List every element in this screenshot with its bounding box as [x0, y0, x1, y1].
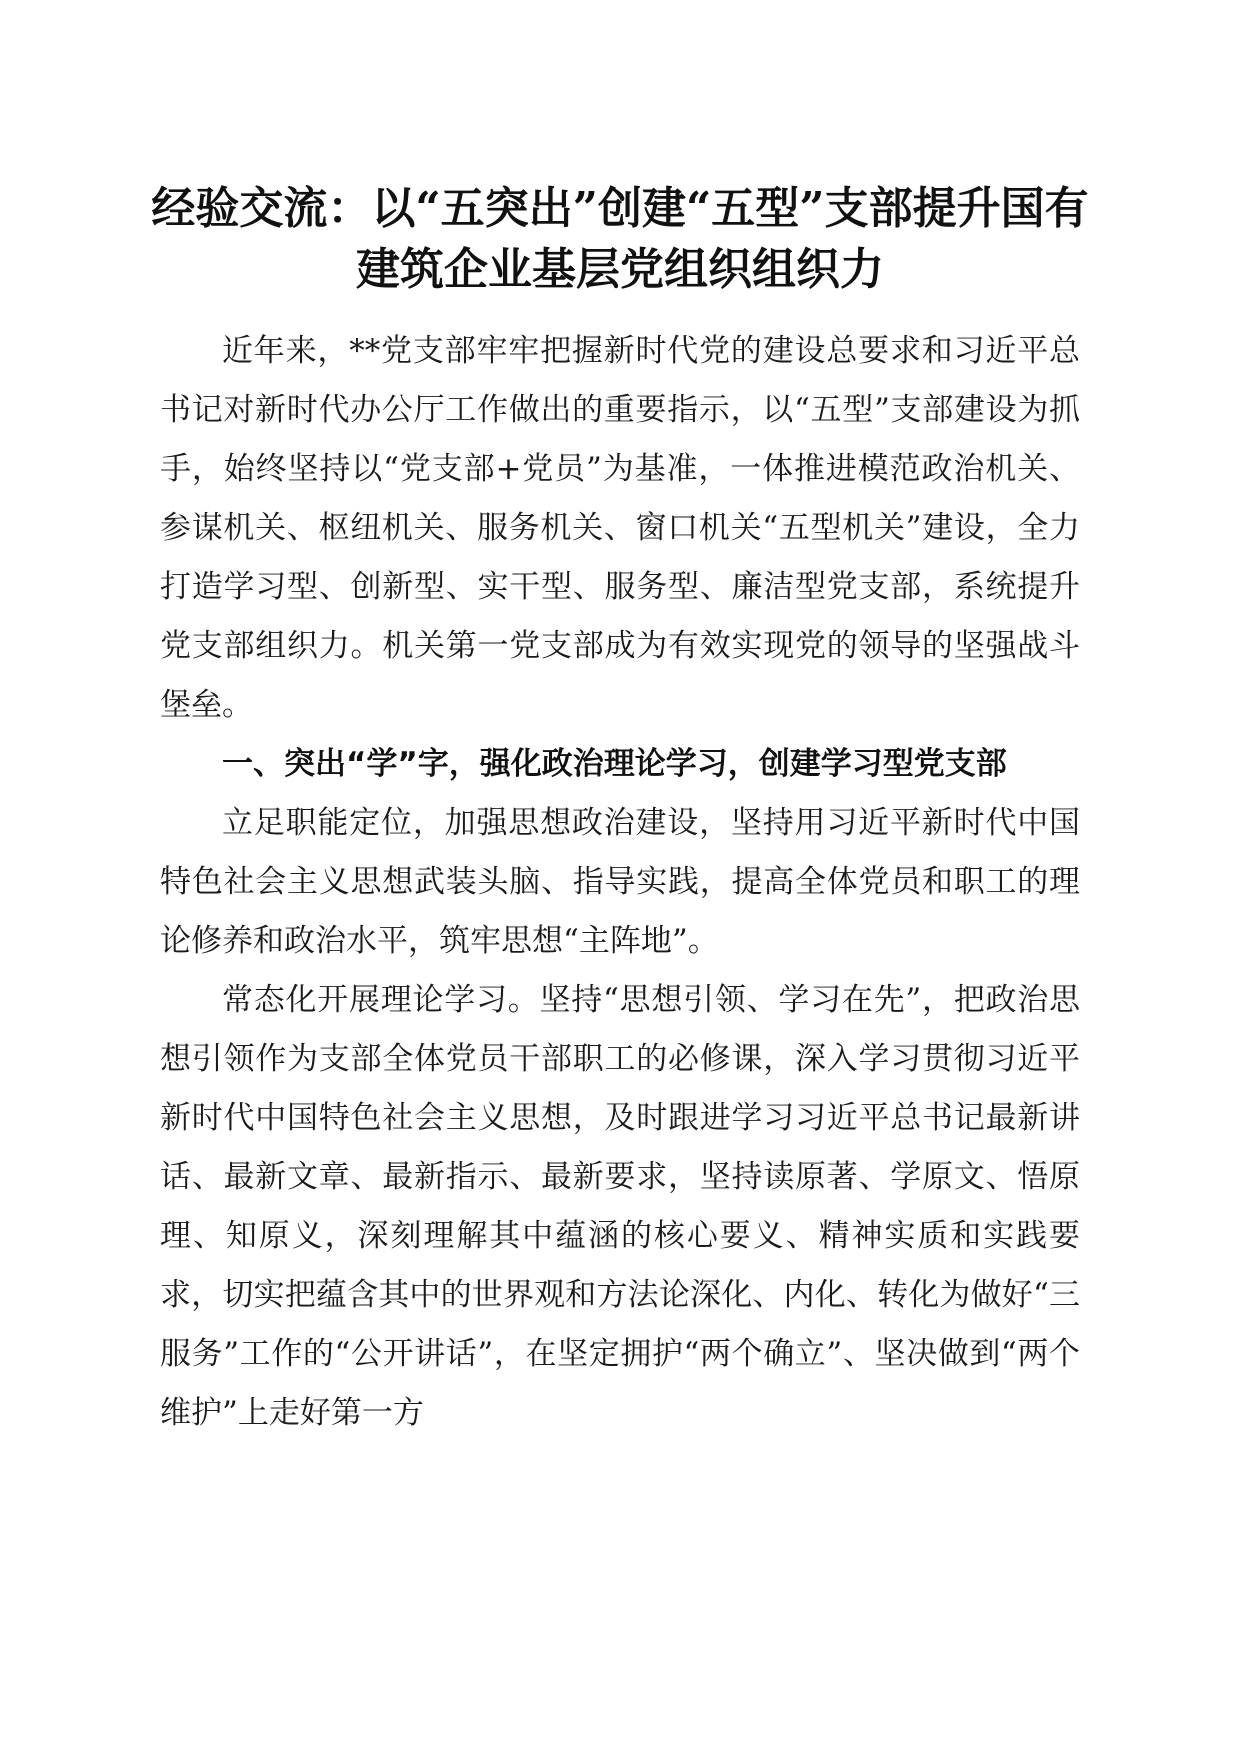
document-body [160, 322, 1080, 1443]
section-heading-1: 一、突出“学”字，强化政治理论学习，创建学习型党支部 [222, 746, 1007, 782]
body-paragraph: 立足职能定位，加强思想政治建设，坚持用习近平新时代中国特色社会主义思想武装头脑、指导实践，提高全体党员和职工的理论修养和政治水平，筑牢思想“主阵地”。 [160, 805, 1080, 959]
body-paragraph: 常态化开展理论学习。坚持“思想引领、学习在先”，把政治思想引领作为支部全体党员干部职工的必修课，深入学习贯彻习近平新时代中国特色社会主义思想，及时跟进学习习近平总书记最新讲话、最新文章、最新指示、最新要求，坚持读原著、学原文、悟原理、知原义，深刻理解其中蕴涵的核心要义、精神实质和实践要求，切实把蕴含其中的世界观和方法论深化、内化、转化为做好“三服务”工作的“公开讲话”，在坚定拥护“两个确立”、坚决做到“两个维护”上走好第一方 [160, 982, 1080, 1431]
intro-paragraph: 近年来，**党支部牢牢把握新时代党的建设总要求和习近平总书记对新时代办公厅工作做出的重要指示，以“五型”支部建设为抓手，始终坚持以“党支部+党员”为基准，一体推进模范政治机关、参谋机关、枢纽机关、服务机关、窗口机关“五型机关”建设，全力打造学习型、创新型、实干型、服务型、廉洁型党支部，系统提升党支部组织力。机关第一党支部成为有效实现党的领导的坚强战斗堡垒。 [160, 333, 1080, 723]
document-title: 经验交流：以“五突出”创建“五型”支部提升国有建筑企业基层党组织组织力 [151, 183, 1089, 295]
